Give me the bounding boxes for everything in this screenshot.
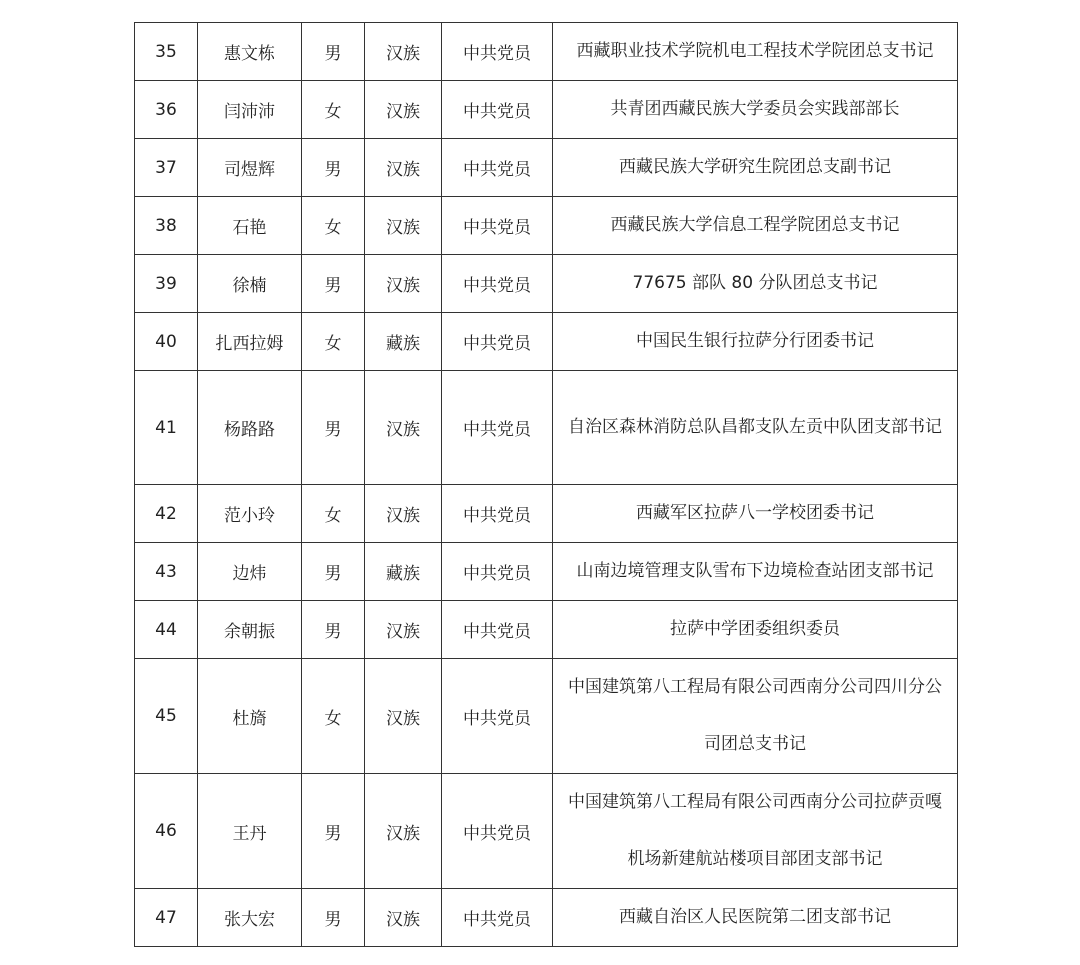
row-number: 38 [135,197,198,255]
row-number: 35 [135,23,198,81]
ethnicity-cell: 汉族 [365,601,442,659]
ethnicity-cell: 汉族 [365,371,442,485]
table-row [135,601,958,659]
party-cell: 中共党员 [442,543,553,601]
position-cell: 山南边境管理支队雪布下边境检查站团支部书记 [553,543,958,601]
gender-cell: 女 [302,485,365,543]
position-cell: 中国建筑第八工程局有限公司西南分公司四川分公司团总支书记 [553,659,958,774]
ethnicity-cell: 汉族 [365,485,442,543]
person-name: 范小玲 [198,485,302,543]
person-name: 闫沛沛 [198,81,302,139]
row-number: 37 [135,139,198,197]
party-cell: 中共党员 [442,23,553,81]
party-cell: 中共党员 [442,371,553,485]
position-cell: 77675 部队 80 分队团总支书记 [553,255,958,313]
gender-cell: 女 [302,197,365,255]
row-number: 45 [135,659,198,774]
party-cell: 中共党员 [442,139,553,197]
table-row [135,659,958,774]
row-number: 42 [135,485,198,543]
person-name: 王丹 [198,774,302,889]
gender-cell: 女 [302,659,365,774]
party-cell: 中共党员 [442,889,553,947]
position-cell: 西藏职业技术学院机电工程技术学院团总支书记 [553,23,958,81]
row-number: 36 [135,81,198,139]
gender-cell: 男 [302,543,365,601]
position-cell: 西藏军区拉萨八一学校团委书记 [553,485,958,543]
party-cell: 中共党员 [442,659,553,774]
table-row [135,889,958,947]
ethnicity-cell: 汉族 [365,23,442,81]
party-cell: 中共党员 [442,601,553,659]
table-row [135,371,958,485]
gender-cell: 男 [302,255,365,313]
position-cell: 中国民生银行拉萨分行团委书记 [553,313,958,371]
table-row [135,543,958,601]
ethnicity-cell: 汉族 [365,889,442,947]
row-number: 40 [135,313,198,371]
gender-cell: 男 [302,23,365,81]
ethnicity-cell: 汉族 [365,197,442,255]
table-row [135,139,958,197]
party-cell: 中共党员 [442,313,553,371]
ethnicity-cell: 汉族 [365,659,442,774]
row-number: 47 [135,889,198,947]
gender-cell: 男 [302,139,365,197]
position-cell: 中国建筑第八工程局有限公司西南分公司拉萨贡嘎机场新建航站楼项目部团支部书记 [553,774,958,889]
ethnicity-cell: 汉族 [365,81,442,139]
position-cell: 西藏民族大学研究生院团总支副书记 [553,139,958,197]
row-number: 43 [135,543,198,601]
table-row [135,197,958,255]
person-name: 徐楠 [198,255,302,313]
gender-cell: 男 [302,601,365,659]
position-cell: 西藏自治区人民医院第二团支部书记 [553,889,958,947]
position-cell: 自治区森林消防总队昌都支队左贡中队团支部书记 [553,371,958,485]
person-name: 石艳 [198,197,302,255]
table-row [135,255,958,313]
person-name: 扎西拉姆 [198,313,302,371]
ethnicity-cell: 藏族 [365,313,442,371]
table-row [135,485,958,543]
party-cell: 中共党员 [442,255,553,313]
person-name: 司煜辉 [198,139,302,197]
row-number: 41 [135,371,198,485]
person-name: 惠文栋 [198,23,302,81]
party-cell: 中共党员 [442,774,553,889]
party-cell: 中共党员 [442,485,553,543]
table-row [135,313,958,371]
row-number: 39 [135,255,198,313]
ethnicity-cell: 汉族 [365,255,442,313]
position-cell: 西藏民族大学信息工程学院团总支书记 [553,197,958,255]
person-name: 张大宏 [198,889,302,947]
gender-cell: 男 [302,371,365,485]
person-name: 杨路路 [198,371,302,485]
ethnicity-cell: 汉族 [365,774,442,889]
row-number: 44 [135,601,198,659]
gender-cell: 女 [302,81,365,139]
table-row [135,81,958,139]
position-cell: 拉萨中学团委组织委员 [553,601,958,659]
person-name: 杜旖 [198,659,302,774]
ethnicity-cell: 藏族 [365,543,442,601]
party-cell: 中共党员 [442,81,553,139]
person-name: 余朝振 [198,601,302,659]
roster-table [134,22,958,947]
position-cell: 共青团西藏民族大学委员会实践部部长 [553,81,958,139]
person-name: 边炜 [198,543,302,601]
party-cell: 中共党员 [442,197,553,255]
gender-cell: 男 [302,889,365,947]
table-row [135,23,958,81]
row-number: 46 [135,774,198,889]
table-row [135,774,958,889]
ethnicity-cell: 汉族 [365,139,442,197]
gender-cell: 男 [302,774,365,889]
gender-cell: 女 [302,313,365,371]
